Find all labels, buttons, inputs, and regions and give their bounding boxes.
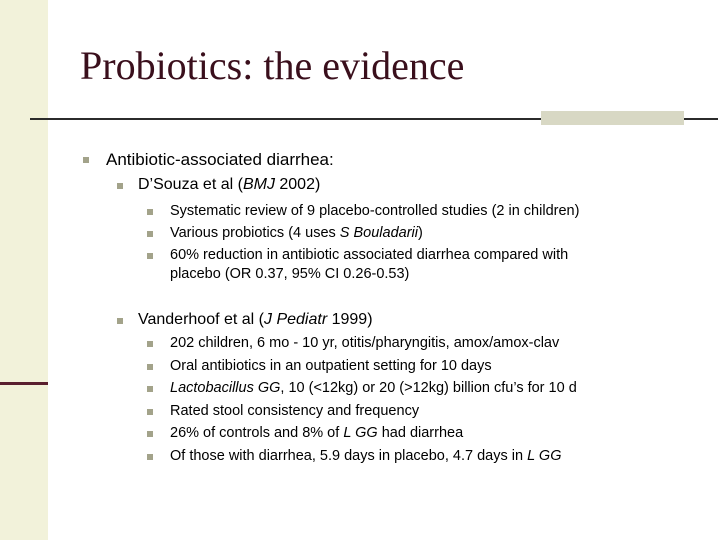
bullet-square-icon <box>147 231 153 237</box>
study2-bullet-1: 202 children, 6 mo - 10 yr, otitis/pharyngitis, amox/amox-clav <box>170 335 560 351</box>
left-decor-accent <box>0 382 48 385</box>
study2-bullet-4: Rated stool consistency and frequency <box>170 403 420 419</box>
study2-heading: Vanderhoof et al (J Pediatr 1999) <box>138 311 373 328</box>
bullet-square-icon <box>147 409 153 415</box>
bullet-square-icon <box>147 454 153 460</box>
study1-bullet-3: 60% reduction in antibiotic associated diarrhea compared with <box>170 247 569 263</box>
bullet-square-icon <box>117 318 123 324</box>
bullet-square-icon <box>147 209 153 215</box>
left-decor-band <box>0 0 48 540</box>
study1-bullet-1: Systematic review of 9 placebo-controlled studies (2 in children) <box>170 203 580 219</box>
bullet-square-icon <box>147 431 153 437</box>
study2-bullet-2: Oral antibiotics in an outpatient setting for 10 days <box>170 358 492 374</box>
study1-heading: D’Souza et al (BMJ 2002) <box>138 176 321 193</box>
study2-bullet-5: 26% of controls and 8% of L GG had diarrhea <box>170 425 464 441</box>
slide-title: Probiotics: the evidence <box>80 43 465 88</box>
study1-bullet-2: Various probiotics (4 uses S Bouladarii) <box>170 225 423 241</box>
level1-heading: Antibiotic-associated diarrhea: <box>106 150 334 169</box>
bullet-square-icon <box>147 253 153 259</box>
title-divider-box <box>541 111 684 125</box>
bullet-square-icon <box>147 364 153 370</box>
bullet-square-icon <box>117 183 123 189</box>
bullet-square-icon <box>83 157 89 163</box>
bullet-square-icon <box>147 341 153 347</box>
study2-bullet-3: Lactobacillus GG, 10 (<12kg) or 20 (>12kg) billion cfu’s for 10 d <box>170 380 577 396</box>
bullet-square-icon <box>147 386 153 392</box>
study1-bullet-3-cont: placebo (OR 0.37, 95% CI 0.26-0.53) <box>170 266 410 282</box>
study2-bullet-6: Of those with diarrhea, 5.9 days in placebo, 4.7 days in L GG <box>170 448 562 464</box>
